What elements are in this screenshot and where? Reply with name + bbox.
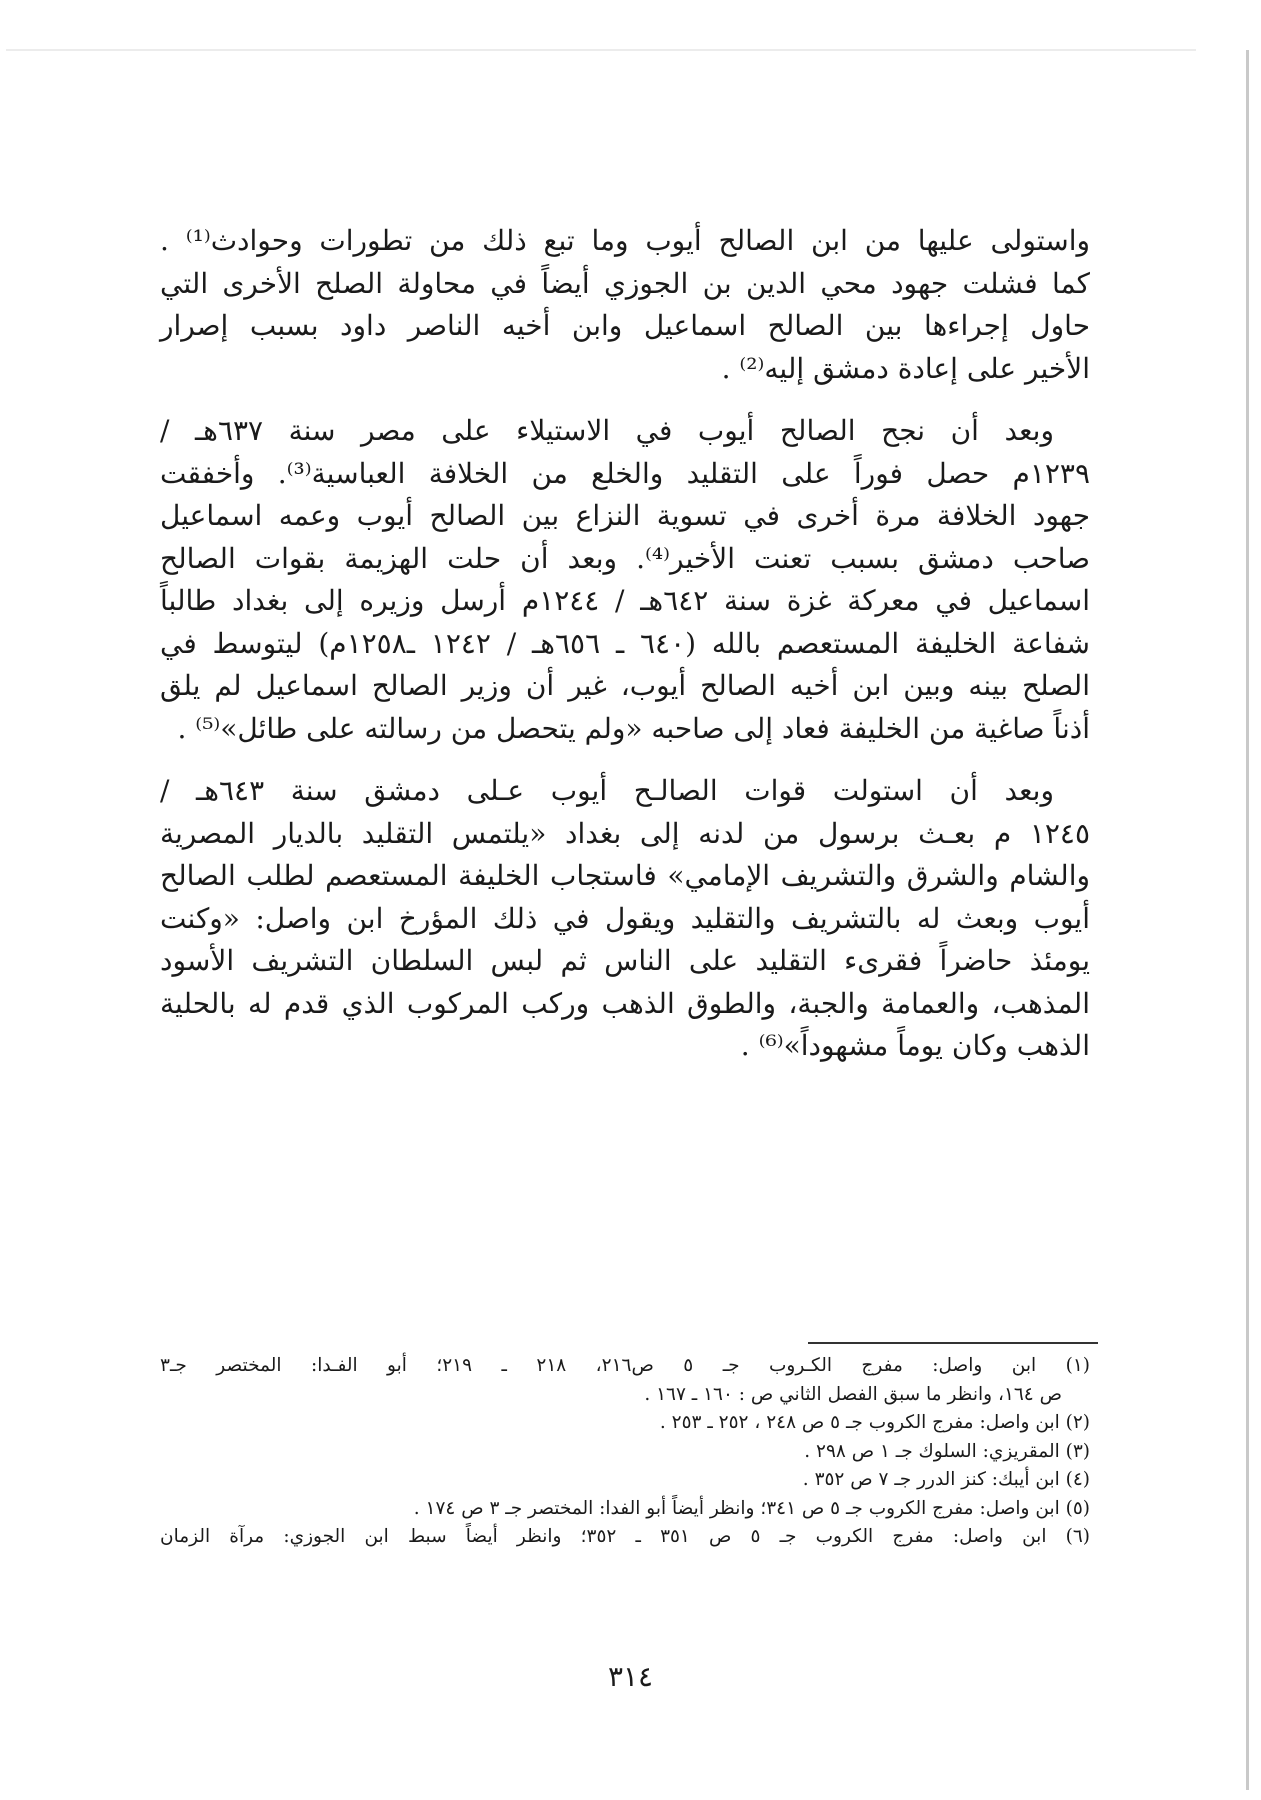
text-line: وبعد أن نجح الصالح أيوب في الاستيلاء على مصر سنة ٦٣٧هـ / — [160, 414, 1054, 447]
page-top-edge — [6, 49, 1196, 51]
footnote-3: (٣) المقريزي: السلوك جـ ١ ص ٢٩٨ . — [804, 1440, 1090, 1462]
text-line: كما فشلت جهود محي الدين بن الجوزي أيضاً في محاولة الصلح الأخرى التي — [160, 266, 1090, 300]
text-line: يومئذ حاضراً فقرىء التقليد على الناس ثم لبس السلطان التشريف الأسود — [160, 944, 1090, 977]
footnote-6: (٦) ابن واصل: مفرج الكروب جـ ٥ ص ٣٥١ ـ ٣٥٢؛ وانظر أيضاً سبط ابن الجوزي: مرآة الزمان — [160, 1526, 1090, 1547]
text-line: الصلح بينه وبين ابن أخيه الصالح أيوب، غير أن وزير الصالح اسماعيل لم يلق — [160, 669, 1090, 702]
footnote-5: (٥) ابن واصل: مفرج الكروب جـ ٥ ص ٣٤١؛ وانظر أيضاً أبو الفدا: المختصر جـ ٣ ص ١٧٤ . — [413, 1497, 1090, 1519]
paragraph-3 — [160, 770, 1090, 1068]
footnote-1: (١) ابن واصل: مفرج الكـروب جـ ٥ ص٢١٦، ٢١٨ ـ ٢١٩؛ أبو الفـدا: المختصر جـ٣ — [160, 1355, 1090, 1376]
page-right-edge — [1246, 50, 1249, 1790]
text-line: الذهب وكان يوماً مشهوداً»⁽⁶⁾ . — [740, 1029, 1090, 1062]
footnote-1-cont: ص ١٦٤، وانظر ما سبق الفصل الثاني ص : ١٦٠ ـ ١٦٧ . — [644, 1383, 1062, 1405]
footnote-2: (٢) ابن واصل: مفرج الكروب جـ ٥ ص ٢٤٨ ، ٢٥٢ ـ ٢٥٣ . — [659, 1412, 1090, 1433]
text-line: حاول إجراءها بين الصالح اسماعيل وابن أخيه الناصر داود بسبب إصرار — [160, 309, 1090, 342]
paragraph-2 — [160, 410, 1090, 750]
text-line: جهود الخلافة مرة أخرى في تسوية النزاع بين الصالح أيوب وعمه اسماعيل — [160, 499, 1090, 532]
text-line: المذهب، والعمامة والجبة، والطوق الذهب وركب المركوب الذي قدم له بالحلية — [160, 986, 1090, 1020]
text-line: أيوب وبعث له بالتشريف والتقليد ويقول في ذلك المؤرخ ابن واصل: «وكنت — [160, 901, 1090, 935]
text-line: اسماعيل في معركة غزة سنة ٦٤٢هـ / ١٢٤٤م أرسل وزيره إلى بغداد طالباً — [160, 584, 1091, 617]
page-number: ٣١٤ — [607, 1660, 654, 1693]
main-text — [160, 220, 1090, 1068]
text-line: صاحب دمشق بسبب تعنت الأخير⁽⁴⁾. وبعد أن حلت الهزيمة بقوات الصالح — [160, 541, 1090, 575]
text-line: أذناً صاغية من الخليفة فعاد إلى صاحبه «ولم يتحصل من رسالته على طائل»⁽⁵⁾ . — [177, 711, 1090, 745]
text-line: الأخير على إعادة دمشق إليه⁽²⁾ . — [721, 351, 1090, 385]
text-line: واستولى عليها من ابن الصالح أيوب وما تبع ذلك من تطورات وحوادث⁽¹⁾ . — [160, 224, 1090, 257]
text-line: شفاعة الخليفة المستعصم بالله (٦٤٠ ـ ٦٥٦هـ / ١٢٤٢ ـ١٢٥٨م) ليتوسط في — [160, 626, 1091, 660]
text-line: وبعد أن استولت قوات الصالـح أيوب عـلى دمشق سنة ٦٤٣هـ / — [160, 774, 1054, 807]
text-line: ١٢٣٩م حصل فوراً على التقليد والخلع من الخلافة العباسية⁽³⁾. وأخفقت — [160, 456, 1090, 490]
paragraph-1 — [160, 220, 1090, 390]
footnotes — [160, 1352, 1090, 1552]
footnote-separator — [808, 1342, 1098, 1344]
text-line: والشام والشرق والتشريف الإمامي» فاستجاب الخليفة المستعصم لطلب الصالح — [160, 859, 1090, 892]
footnote-4: (٤) ابن أيبك: كنز الدرر جـ ٧ ص ٣٥٢ . — [802, 1469, 1090, 1490]
text-line: ١٢٤٥ م بعـث برسول من لدنه إلى بغداد «يلتمس التقليد بالديار المصرية — [160, 816, 1090, 850]
